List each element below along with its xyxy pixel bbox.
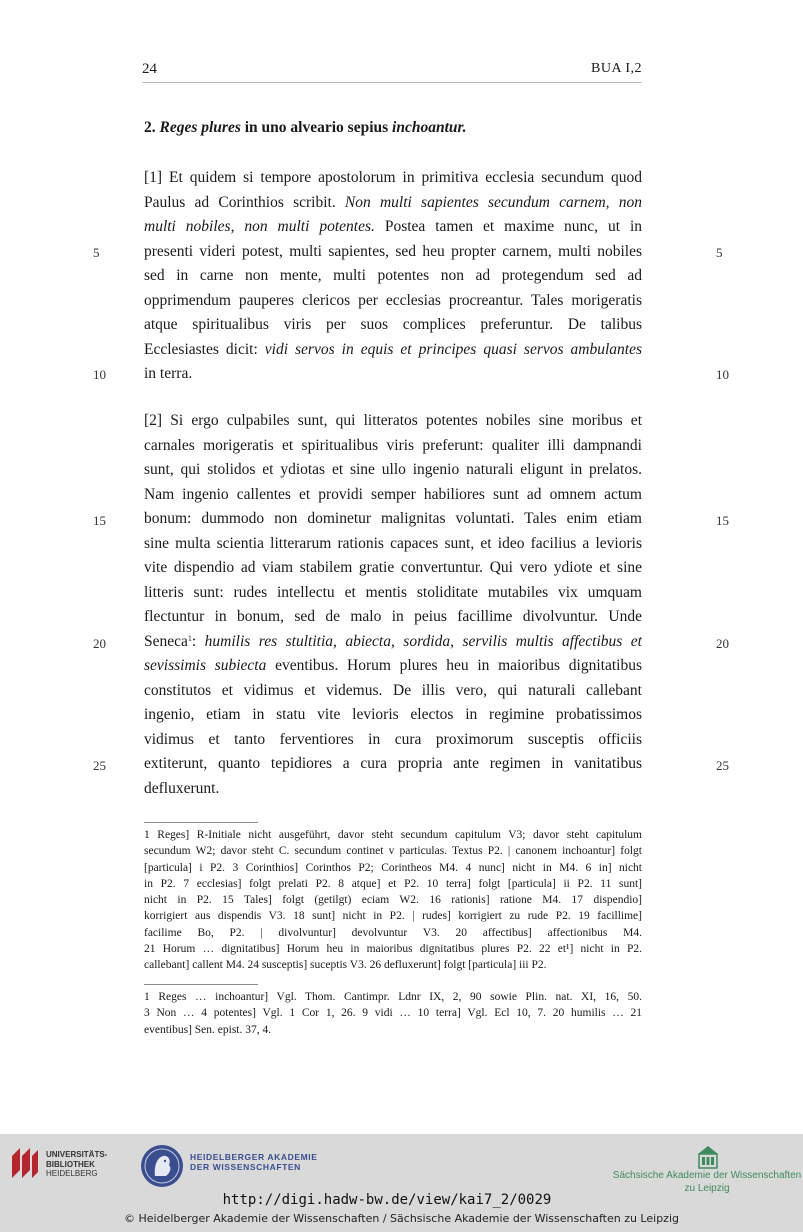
text-line: sunt, qui stolidos et ydiotas et sine ullo ingenio naturali eligunt in prelatos. <box>144 461 642 478</box>
text-line: presenti videri potest, multi sapientes, sed heu propter carnem, multi nobiles <box>144 242 642 260</box>
text-line: vidimus et tanto ferventiores in cura proximorum susceptis officiis <box>144 730 642 748</box>
text-line: sevissimis subiecta eventibus. Horum plures heu in maioribus dignitatibus <box>144 657 642 674</box>
text-line: sed in carne non mente, multi potentes non ad protegendum sed ad <box>144 267 642 284</box>
text-line: flectuntur in bonum, sed de malo in peius facillime divolvuntur. Unde <box>144 608 642 625</box>
line-number-left: 20 <box>93 636 106 651</box>
line-number-right: 10 <box>716 367 729 382</box>
apparatus-line: 1 Reges] R-Initiale nicht ausgeführt, davor steht secundum capitulum V3; davor steht capitulum <box>144 829 642 841</box>
line-number-right: 25 <box>716 758 729 773</box>
text-line: atque spiritualibus viris per suos complices preferuntur. De talibus <box>144 316 642 333</box>
text-line: litteris sunt: rudes intellectu et mentis stoliditate mutabiles vix umquam <box>144 583 642 601</box>
text-line: Seneca$^1$: humilis res stultitia, abiecta, sordida, servilis multis affectibus et <box>144 632 642 650</box>
text-line: vite dispendio ad viam stabilem gratie convertuntur. Qui vero ydiote et sine <box>144 559 642 576</box>
apparatus-line: [particula] i P2. 3 Corinthios] Corinthos P2; Corintheos M4. 4 nunc] nicht in M4. 6 in] nicht <box>144 861 642 874</box>
text-line: defluxerunt. <box>144 779 220 797</box>
text-line: [1] Et quidem si tempore apostolorum in primitiva ecclesia secundum quod <box>144 169 642 186</box>
line-number-left: 5 <box>93 245 100 260</box>
edition-reference: BUA I,2 <box>591 61 642 76</box>
apparatus-line: facilime Bo, P2. | divolvuntur] devolvuntur V3. 20 affectibus] affectionibus M4. <box>144 926 642 939</box>
heidelberg-academy-name: HEIDELBERGER AKADEMIE DER WISSENSCHAFTEN <box>190 1152 318 1172</box>
critical-apparatus <box>144 827 642 974</box>
running-header <box>142 60 642 83</box>
line-number-left: 15 <box>93 513 106 528</box>
line-number-right: 20 <box>716 636 729 651</box>
text-line: Nam ingenio callentes et providi semper habiliores sunt ad omnem actum <box>144 485 642 503</box>
line-number-left: 10 <box>93 367 106 382</box>
text-line: in terra. <box>144 365 193 382</box>
text-line: multi nobiles, non multi potentes. Postea tamen et maxime nunc, ut in <box>144 218 642 235</box>
text-line: extiterunt, quanto tepidiores a cura propria ante regimen in vanitatibus <box>144 755 642 772</box>
copyright-notice: © Heidelberger Akademie der Wissenschaften / Sächsische Akademie der Wissenschaften zu Leipzig <box>123 1212 679 1225</box>
university-library-logo-icon <box>10 1146 40 1180</box>
text-line: opprimendum pauperes clericos per ecclesias procreantur. Tales morigeratis <box>144 291 642 309</box>
paragraph-2 <box>144 409 642 801</box>
text-line: Ecclesiastes dicit: vidi servos in equis et principes quasi servos ambulantes <box>144 340 642 358</box>
source-line: 3 Non … 4 potentes] Vgl. 1 Cor 1, 26. 9 vidi … 10 terra] Vgl. Ecl 10, 7. 20 humilis … 21 <box>144 1007 642 1020</box>
apparatus-line: 21 Horum … dignitatibus] Horum heu in maioribus dignitatibus plures P2. 22 et¹] nicht in P2. <box>144 943 642 956</box>
source-line: eventibus] Sen. epist. 37, 4. <box>144 1023 272 1036</box>
apparatus-rule <box>144 822 258 823</box>
source-line: 1 Reges … inchoantur] Vgl. Thom. Cantimpr. Ldnr IX, 2, 90 sowie Plin. nat. XI, 16, 50. <box>144 991 642 1003</box>
paragraph-1 <box>144 166 642 387</box>
university-library-name: UNIVERSITÄTS- BIBLIOTHEK HEIDELBERG <box>46 1150 108 1178</box>
text-line: [2] Si ergo culpabiles sunt, qui litteratos potentes nobiles sine moribus et <box>144 412 642 429</box>
footnote-marker: 1 <box>187 633 192 643</box>
source-url-link[interactable]: http://digi.hadw-bw.de/view/kai7_2/0029 <box>222 1192 552 1208</box>
text-line: ingenio, etiam in statu vite levioris electos in regimine probatissimos <box>144 706 642 723</box>
saxon-academy-emblem-icon <box>697 1144 719 1170</box>
sources-rule <box>144 984 258 985</box>
text-line: carnales morigeratis et spiritualibus viris preferunt: qualiter illi dampnandi <box>144 436 642 454</box>
page-number: 24 <box>142 61 157 77</box>
section-title-italic-2: inchoantur. <box>392 119 467 136</box>
section-title-text: in uno alveario sepius <box>240 119 393 136</box>
saxon-academy-name: Sächsische Akademie der Wissenschaften zu Leipzig <box>612 1170 802 1194</box>
section-number: 2. <box>144 119 156 136</box>
line-number-right: 15 <box>716 513 729 528</box>
apparatus-line: secundum W2; davor steht C. secundum continet v particulas. Textus P2. | canonem inchoantur] folgt <box>144 845 642 858</box>
apparatus-line: callebant] callent M4. 24 susceptis] suceptis V3. 26 defluxerunt] folgt [particula] iii P2. <box>144 959 547 972</box>
section-title <box>144 119 467 137</box>
academy-emblem-icon <box>140 1144 184 1188</box>
text-line: bonum: dummodo non dominetur malignitas voluntati. Tales enim etiam <box>144 510 642 527</box>
apparatus-line: in P2. 7 ecclesias] folgt prelati P2. 8 atque] et P2. 10 terra] folgt [particula] ii P2. 11 sunt] <box>144 877 642 890</box>
apparatus-line: korrigiert aus dispendis V3. 18 sunt] nicht in P2. | rudes] korrigiert zu rude P2. 19 facillime] <box>144 910 642 923</box>
section-title-italic-1: Reges plures <box>159 119 241 136</box>
line-number-left: 25 <box>93 758 106 773</box>
source-apparatus <box>144 989 642 1038</box>
apparatus-line: nicht in P2. 15 Tales] folgt (getilgt) eciam W2. 16 rationis] ratione M4. 17 dispendio] <box>144 894 642 907</box>
line-number-right: 5 <box>716 245 723 260</box>
text-line: Paulus ad Corinthios scribit. Non multi sapientes secundum carnem, non <box>144 193 642 211</box>
text-line: sine multa scientia litterarum rationis capaces sunt, et ideo facilius a levioris <box>144 534 642 552</box>
text-line: constitutos et vidimus et videmus. De illis vero, qui naturali callebant <box>144 681 642 699</box>
